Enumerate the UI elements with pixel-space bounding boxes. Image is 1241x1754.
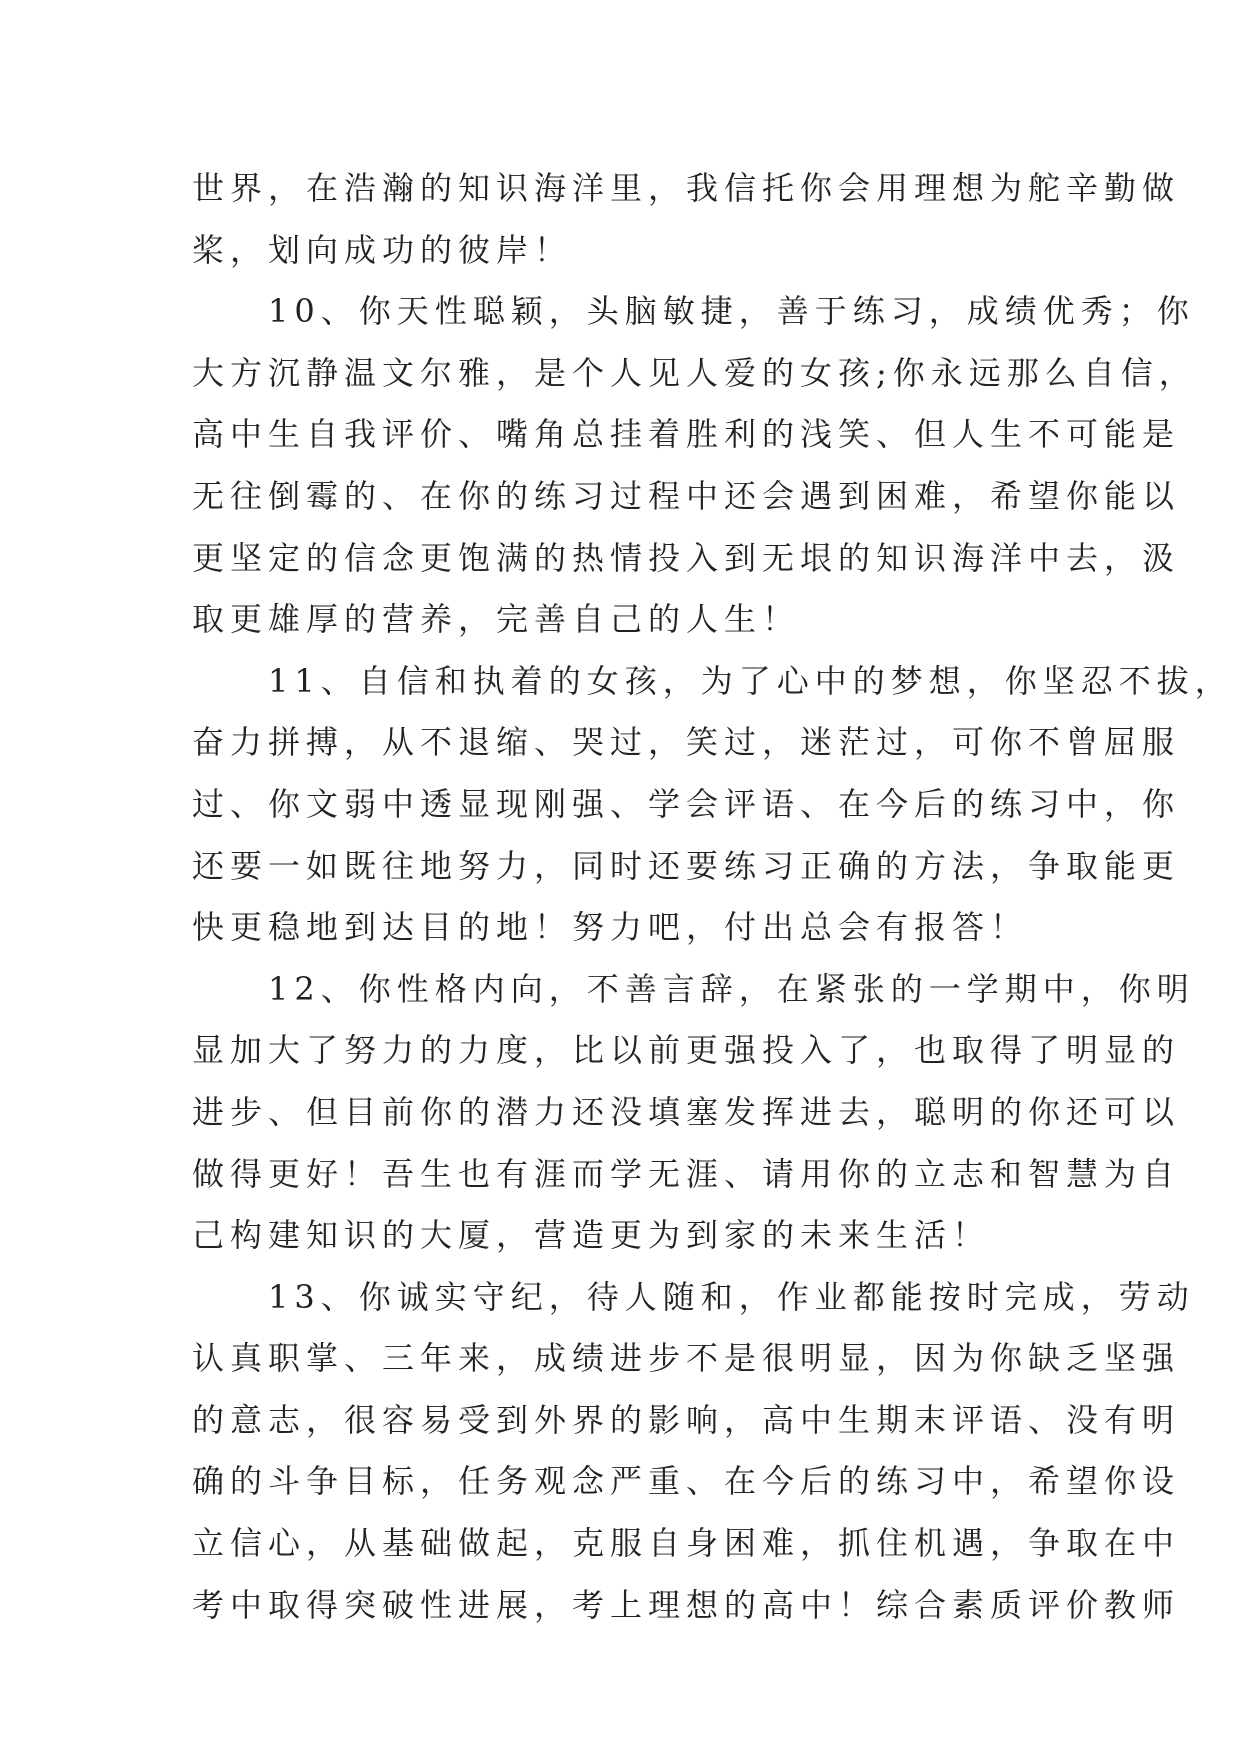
text-line: 还要一如既往地努力，同时还要练习正确的方法，争取能更 [192,846,1181,885]
text-line: 认真职掌、三年来，成绩进步不是很明显，因为你缺乏坚强 [192,1339,1181,1378]
text-line: 进步、但目前你的潜力还没填塞发挥进去，聪明的你还可以 [192,1092,1181,1131]
text-line: 考中取得突破性进展，考上理想的高中！综合素质评价教师 [192,1585,1181,1624]
text-line: 取更雄厚的营养，完善自己的人生！ [192,600,801,639]
text-line: 显加大了努力的力度，比以前更强投入了，也取得了明显的 [192,1031,1181,1070]
text-line: 立信心，从基础做起，克服自身困难，抓住机遇，争取在中 [192,1524,1181,1563]
paragraph-start-10: 10、你天性聪颖，头脑敏捷，善于练习，成绩优秀；你 [268,292,1195,331]
text-line: 过、你文弱中透显现刚强、学会评语、在今后的练习中，你 [192,784,1181,823]
body-text [192,158,1233,1636]
text-line: 桨，划向成功的彼岸！ [192,230,573,269]
text-line: 更坚定的信念更饱满的热情投入到无垠的知识海洋中去，汲 [192,538,1181,577]
text-line: 世界，在浩瀚的知识海洋里，我信托你会用理想为舵辛勤做 [192,169,1181,207]
paragraph-start-12: 12、你性格内向，不善言辞，在紧张的一学期中，你明 [268,969,1195,1008]
paragraph-start-13: 13、你诚实守纪，待人随和，作业都能按时完成，劳动 [268,1277,1195,1316]
text-line: 确的斗争目标，任务观念严重、在今后的练习中，希望你设 [192,1462,1181,1501]
text-line: 大方沉静温文尔雅，是个人见人爱的女孩;你永远那么自信， [192,353,1197,392]
text-line: 奋力拼搏，从不退缩、哭过，笑过，迷茫过，可你不曾屈服 [192,723,1181,762]
text-line: 高中生自我评价、嘴角总挂着胜利的浅笑、但人生不可能是 [192,415,1181,454]
text-line: 快更稳地到达目的地！努力吧，付出总会有报答！ [192,908,1029,947]
text-line: 的意志，很容易受到外界的影响，高中生期末评语、没有明 [192,1400,1181,1439]
text-line: 做得更好！吾生也有涯而学无涯、请用你的立志和智慧为自 [192,1154,1181,1193]
paragraph-start-11: 11、自信和执着的女孩，为了心中的梦想，你坚忍不拔， [268,661,1233,700]
text-line: 无往倒霉的、在你的练习过程中还会遇到困难，希望你能以 [192,476,1181,515]
text-line: 己构建知识的大厦，营造更为到家的未来生活！ [192,1216,991,1255]
